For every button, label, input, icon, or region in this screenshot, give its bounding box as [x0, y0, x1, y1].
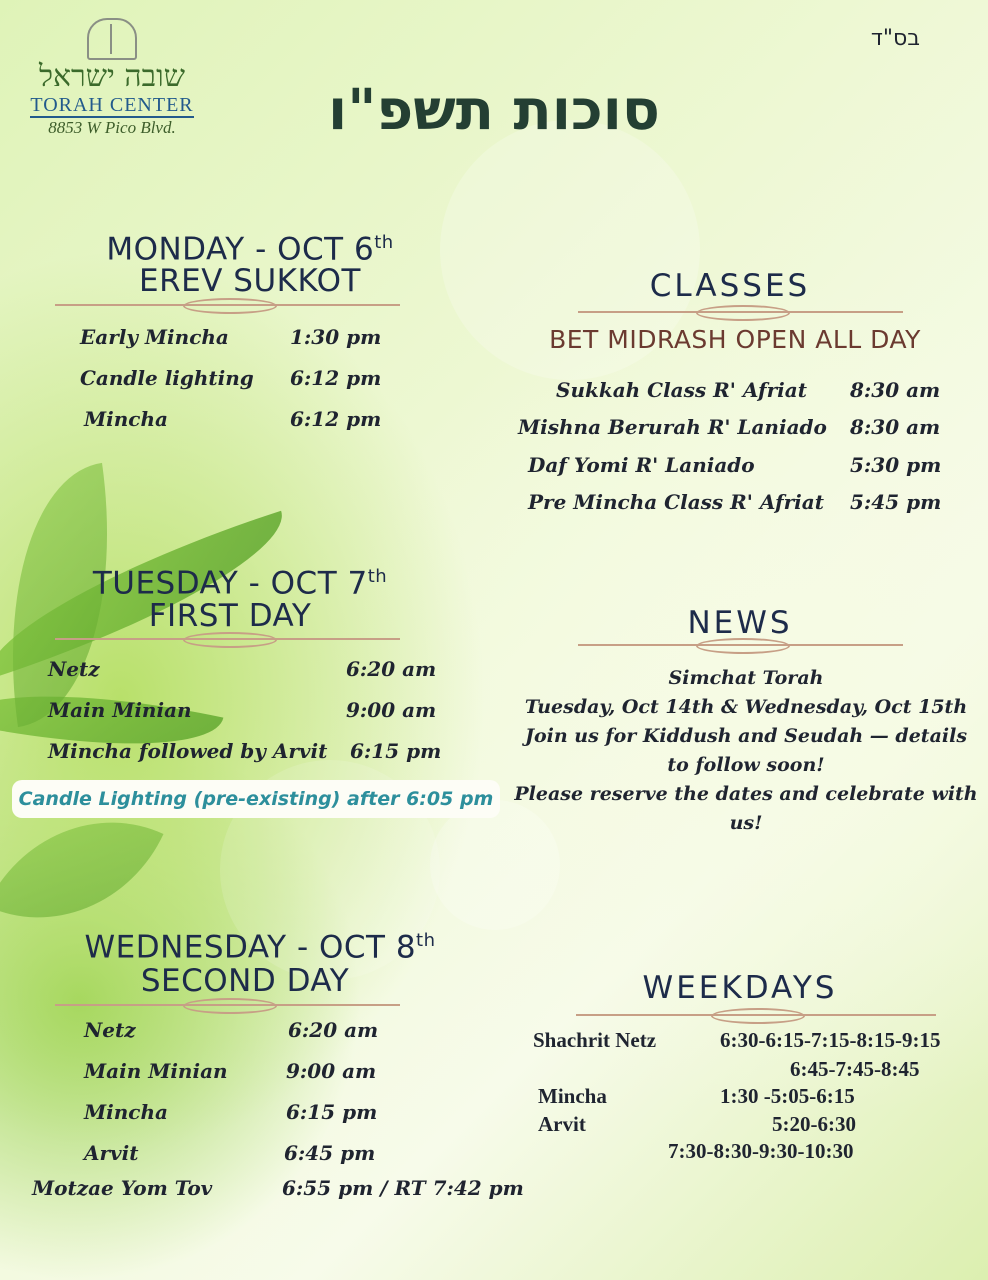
class-row-label: Sukkah Class R' Afriat	[556, 378, 807, 402]
shachrit-times: 6:30-6:15-7:15-8:15-9:15	[720, 1028, 941, 1052]
monday-row-label: Early Mincha	[80, 325, 229, 349]
wednesday-row-label: Mincha	[84, 1100, 168, 1124]
wednesday-row-time: 6:20 am	[288, 1018, 379, 1042]
class-row-time: 8:30 am	[850, 378, 941, 402]
tuesday-row-label: Mincha followed by Arvit	[48, 739, 328, 763]
classes-divider	[578, 305, 903, 319]
tablets-icon	[87, 18, 137, 60]
monday-date: MONDAY - OCT 6	[106, 231, 375, 268]
tuesday-row-time: 6:15 pm	[350, 739, 442, 763]
class-row-time: 8:30 am	[850, 415, 941, 439]
wednesday-date: WEDNESDAY - OCT 8	[84, 929, 417, 966]
news-line: Please reserve the dates and celebrate with us!	[514, 783, 978, 834]
news-divider	[578, 638, 903, 652]
monday-row-time: 6:12 pm	[290, 366, 382, 390]
weekdays-divider	[576, 1008, 936, 1022]
shachrit-label: Shachrit Netz	[533, 1028, 657, 1052]
tuesday-row-time: 6:20 am	[346, 657, 437, 681]
mincha-label: Mincha	[538, 1084, 607, 1108]
classes-subtitle: BET MIDRASH OPEN ALL DAY	[549, 325, 921, 354]
wednesday-row-time: 6:15 pm	[286, 1100, 378, 1124]
news-body	[512, 664, 980, 838]
logo-address: 8853 W Pico Blvd.	[48, 118, 176, 137]
class-row-label: Daf Yomi R' Laniado	[528, 453, 755, 477]
monday-row-label: Candle lighting	[80, 366, 254, 390]
mincha-times: 1:30 -5:05-6:15	[720, 1084, 855, 1108]
tuesday-row-label: Main Minian	[48, 698, 192, 722]
news-line: Simchat Torah	[668, 667, 824, 689]
class-row-time: 5:30 pm	[850, 453, 942, 477]
wednesday-row-label: Main Minian	[84, 1059, 228, 1083]
wednesday-row-label: Arvit	[84, 1141, 139, 1165]
monday-date-suffix: th	[374, 232, 394, 253]
news-title: NEWS	[687, 605, 793, 641]
arvit-times: 5:20-6:30	[772, 1112, 856, 1136]
wednesday-row-label: Motzae Yom Tov	[32, 1176, 213, 1200]
monday-divider	[55, 298, 400, 312]
news-line: Tuesday, Oct 14th & Wednesday, Oct 15th	[524, 696, 968, 718]
shachrit-times: 6:45-7:45-8:45	[790, 1057, 920, 1081]
classes-title: CLASSES	[649, 268, 811, 304]
page-title: סוכות תשפ"ו	[328, 78, 660, 143]
monday-row-label: Mincha	[84, 407, 168, 431]
weekdays-title: WEEKDAYS	[642, 970, 838, 1006]
class-row-time: 5:45 pm	[850, 490, 942, 514]
class-row-label: Mishna Berurah R' Laniado	[518, 415, 827, 439]
wednesday-row-time: 9:00 am	[286, 1059, 377, 1083]
bsd-mark: בס"ד	[870, 26, 920, 51]
wednesday-subheading: SECOND DAY	[140, 963, 350, 999]
wednesday-row-time: 6:55 pm / RT 7:42 pm	[282, 1176, 524, 1200]
wednesday-heading	[40, 922, 480, 966]
tuesday-date-suffix: th	[367, 566, 388, 587]
tuesday-row-label: Netz	[48, 657, 100, 681]
tuesday-date: TUESDAY - OCT 7	[92, 565, 368, 602]
class-row-label: Pre Mincha Class R' Afriat	[528, 490, 824, 514]
tuesday-divider	[55, 632, 400, 646]
monday-row-time: 6:12 pm	[290, 407, 382, 431]
logo-name: TORAH CENTER	[30, 94, 194, 116]
wednesday-date-suffix: th	[416, 930, 436, 951]
tuesday-subheading: FIRST DAY	[148, 598, 312, 634]
wednesday-row-time: 6:45 pm	[284, 1141, 376, 1165]
arvit-label: Arvit	[538, 1112, 586, 1136]
candle-lighting-note: Candle Lighting (pre-existing) after 6:05 pm	[12, 780, 500, 818]
news-line: Join us for Kiddush and Seudah — details to follow soon!	[524, 725, 968, 776]
monday-row-time: 1:30 pm	[290, 325, 382, 349]
tuesday-row-time: 9:00 am	[346, 698, 437, 722]
monday-subheading: EREV SUKKOT	[139, 263, 361, 299]
arvit-times: 7:30-8:30-9:30-10:30	[668, 1139, 854, 1163]
tuesday-heading	[50, 558, 430, 602]
wednesday-row-label: Netz	[84, 1018, 136, 1042]
logo-hebrew: שובה ישראל	[38, 59, 186, 94]
wednesday-divider	[55, 998, 400, 1012]
